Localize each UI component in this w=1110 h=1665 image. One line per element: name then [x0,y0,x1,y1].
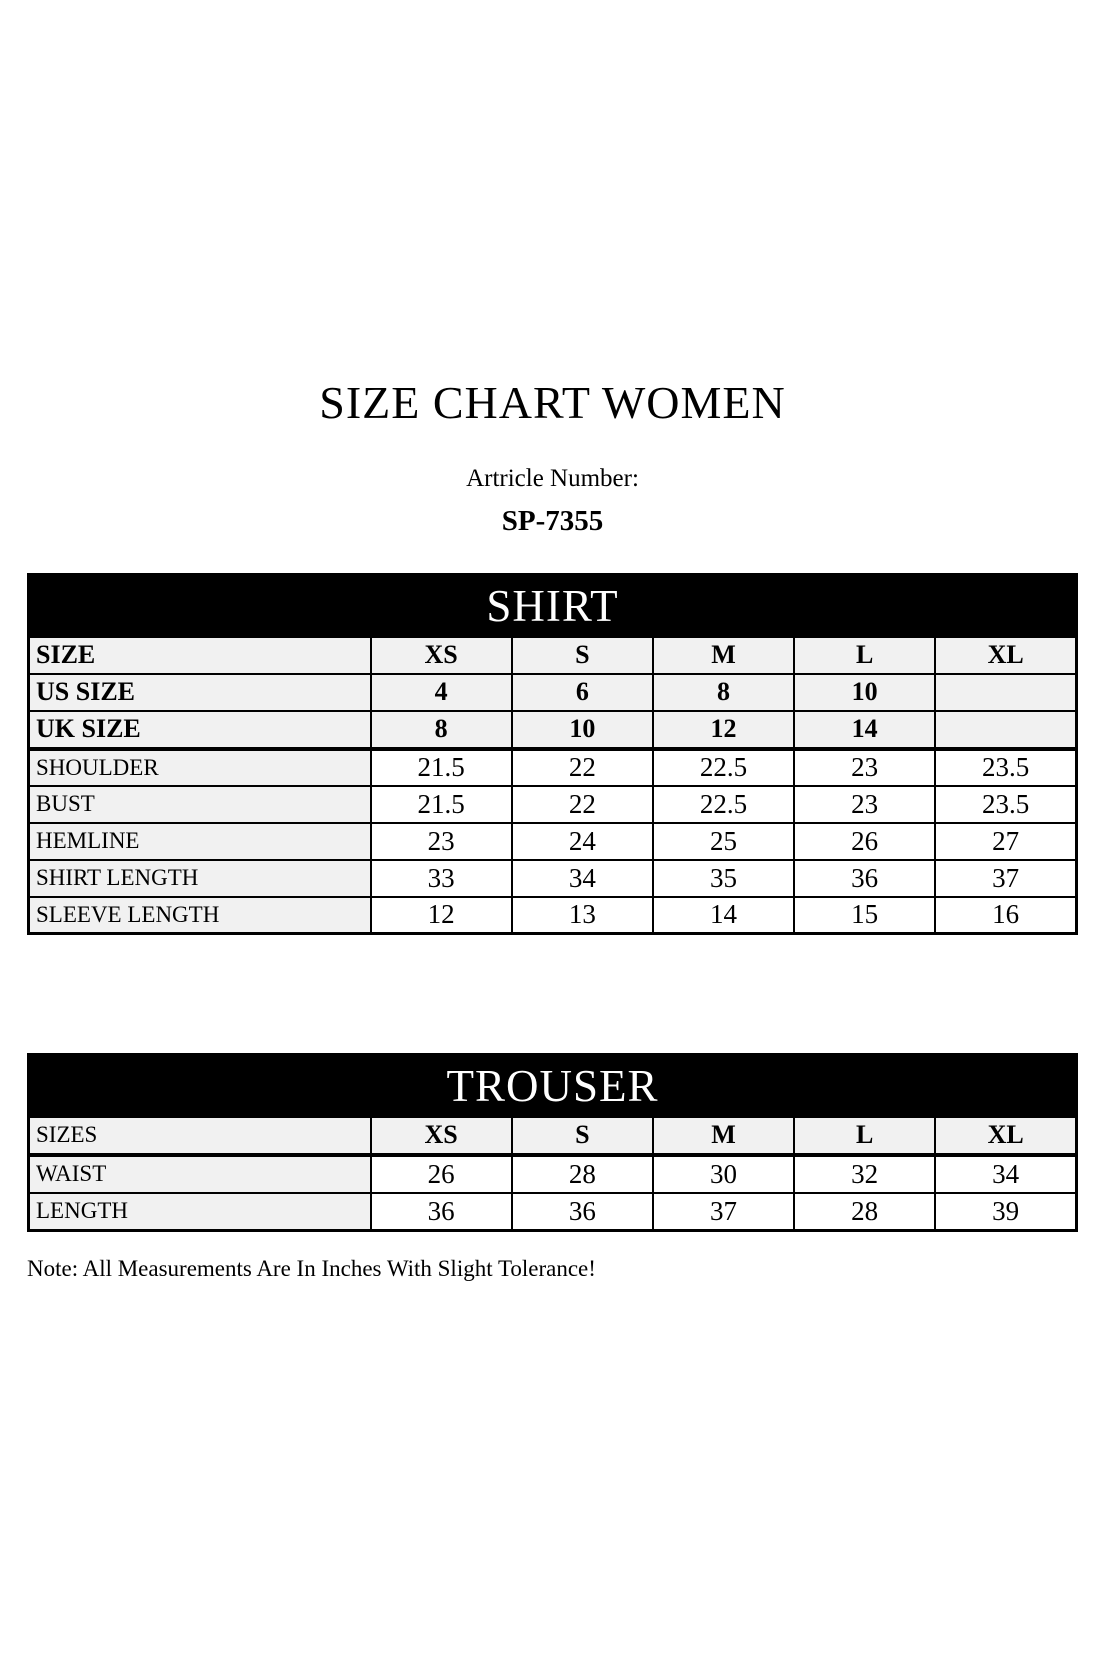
row-label-cell: SLEEVE LENGTH [29,897,371,934]
value-cell: 6 [512,674,653,711]
table-row [29,674,1077,711]
value-cell: 23 [371,823,512,860]
table-row [29,711,1077,749]
value-cell: 10 [794,674,935,711]
size-header-cell: M [653,637,794,674]
row-label-cell: WAIST [29,1155,371,1193]
value-cell: 24 [512,823,653,860]
value-cell: 36 [512,1193,653,1231]
shirt-table-title-row [29,575,1077,637]
value-cell: 27 [935,823,1076,860]
value-cell: 21.5 [371,749,512,786]
row-label-cell: SHOULDER [29,749,371,786]
value-cell: 21.5 [371,786,512,823]
value-cell: 22.5 [653,786,794,823]
value-cell: 22.5 [653,749,794,786]
article-number-value: SP-7355 [501,505,604,537]
row-label-cell: HEMLINE [29,823,371,860]
article-number-label: Artricle Number: [466,465,639,492]
table-row [29,786,1077,823]
trouser-table-title: TROUSER [29,1055,1077,1117]
value-cell [935,711,1076,749]
document-page [27,0,1078,1283]
row-label-cell: BUST [29,786,371,823]
value-cell: 37 [935,860,1076,897]
value-cell: 28 [794,1193,935,1231]
value-cell: 23.5 [935,749,1076,786]
size-header-cell: L [794,1117,935,1155]
table-row [29,860,1077,897]
value-cell: 10 [512,711,653,749]
row-label-cell: UK SIZE [29,711,371,749]
value-cell: 15 [794,897,935,934]
value-cell: 12 [371,897,512,934]
row-label-cell: SIZES [29,1117,371,1155]
value-cell: 36 [371,1193,512,1231]
row-label-cell: US SIZE [29,674,371,711]
value-cell: 37 [653,1193,794,1231]
value-cell: 34 [512,860,653,897]
value-cell: 22 [512,786,653,823]
value-cell: 4 [371,674,512,711]
value-cell: 22 [512,749,653,786]
note-text: Note: All Measurements Are In Inches With Slight Tolerance! [27,1256,596,1281]
row-label-cell: LENGTH [29,1193,371,1231]
size-header-cell: M [653,1117,794,1155]
value-cell: 30 [653,1155,794,1193]
table-row [29,1117,1077,1155]
value-cell: 34 [935,1155,1076,1193]
value-cell: 14 [794,711,935,749]
size-header-cell: XL [935,1117,1076,1155]
value-cell: 23.5 [935,786,1076,823]
row-label-cell: SHIRT LENGTH [29,860,371,897]
value-cell: 16 [935,897,1076,934]
value-cell: 12 [653,711,794,749]
table-row [29,749,1077,786]
value-cell: 8 [653,674,794,711]
table-row [29,637,1077,674]
value-cell: 25 [653,823,794,860]
table-row [29,1155,1077,1193]
size-header-cell: S [512,637,653,674]
value-cell: 13 [512,897,653,934]
size-header-cell: XS [371,637,512,674]
table-row [29,823,1077,860]
shirt-size-table [27,573,1078,935]
trouser-size-table [27,1053,1078,1232]
value-cell: 23 [794,786,935,823]
value-cell: 35 [653,860,794,897]
value-cell: 26 [794,823,935,860]
value-cell: 14 [653,897,794,934]
value-cell: 39 [935,1193,1076,1231]
value-cell: 23 [794,749,935,786]
value-cell [935,674,1076,711]
size-header-cell: XL [935,637,1076,674]
size-header-cell: L [794,637,935,674]
trouser-table-title-row [29,1055,1077,1117]
value-cell: 33 [371,860,512,897]
value-cell: 32 [794,1155,935,1193]
table-row [29,897,1077,934]
size-header-cell: S [512,1117,653,1155]
value-cell: 26 [371,1155,512,1193]
shirt-table-title: SHIRT [29,575,1077,637]
row-label-cell: SIZE [29,637,371,674]
value-cell: 8 [371,711,512,749]
page-title: SIZE CHART WOMEN [319,377,786,428]
size-header-cell: XS [371,1117,512,1155]
value-cell: 28 [512,1155,653,1193]
table-row [29,1193,1077,1231]
value-cell: 36 [794,860,935,897]
